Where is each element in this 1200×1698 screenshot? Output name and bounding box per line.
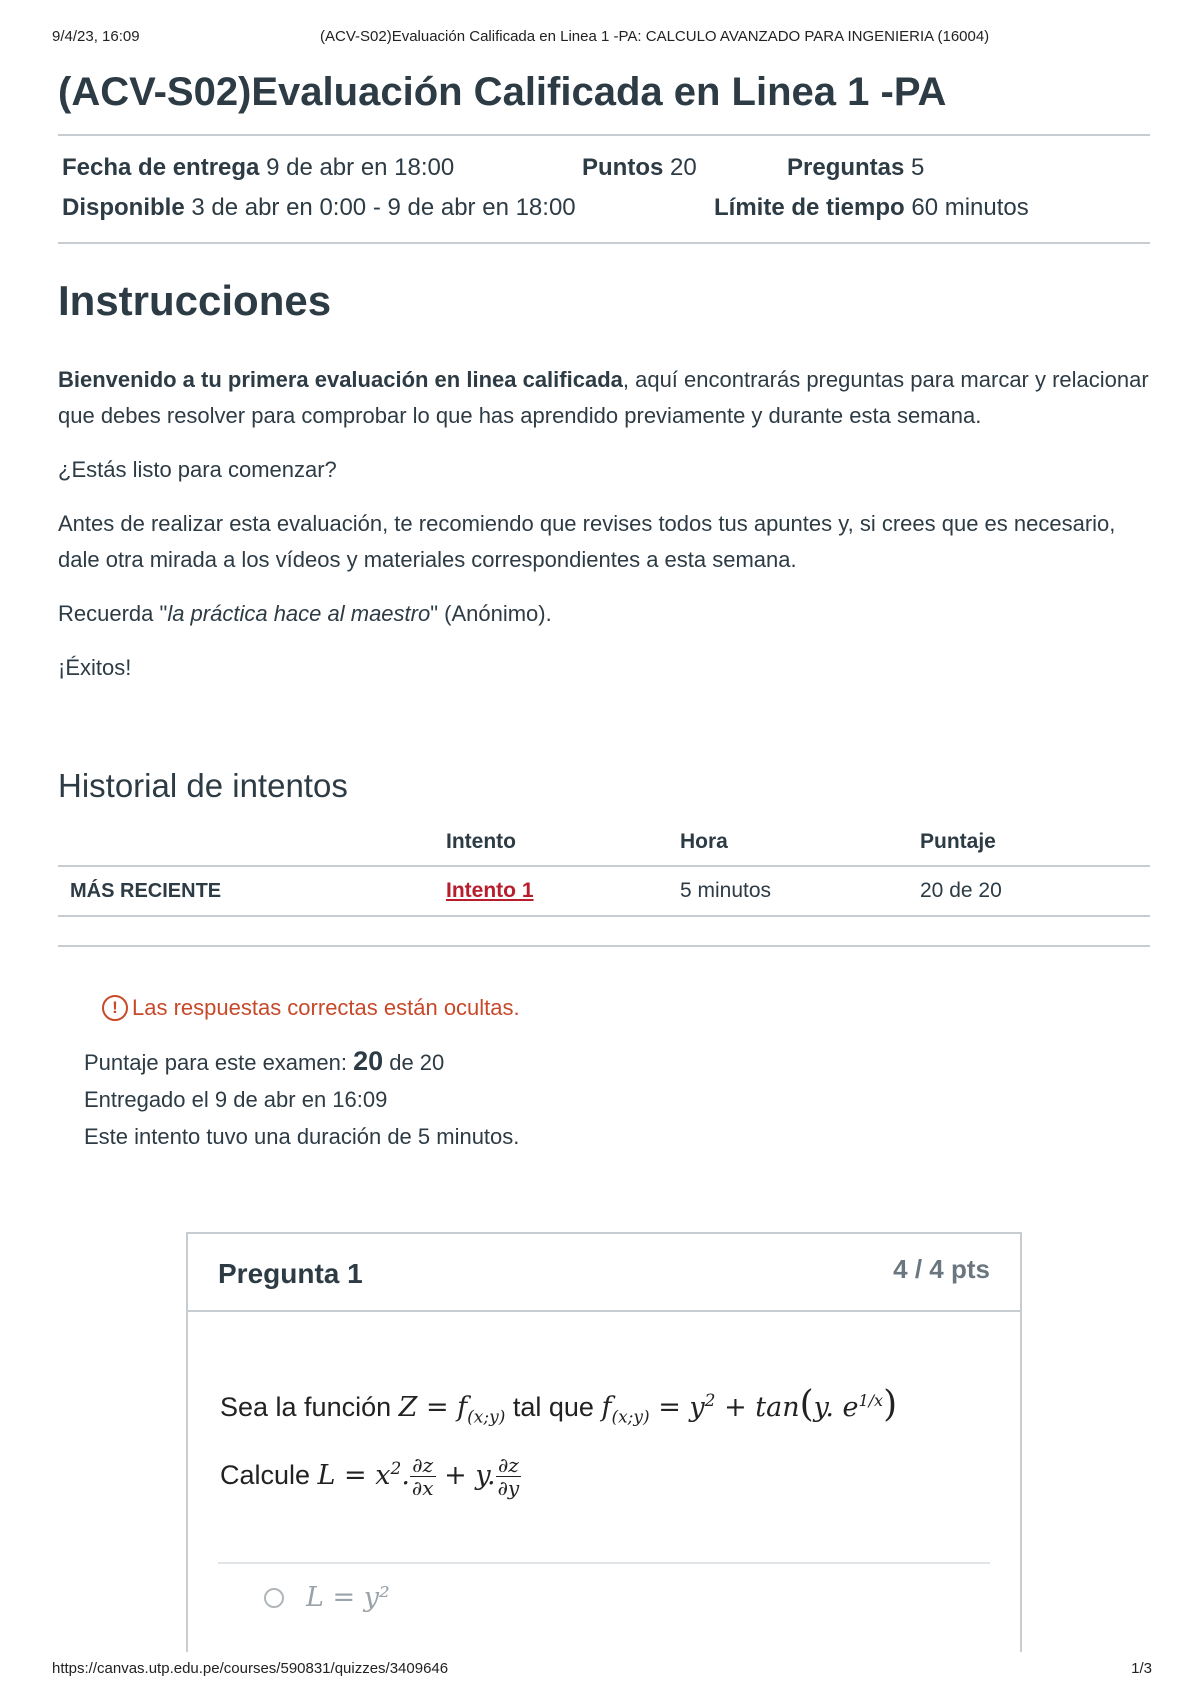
question-card [186,1232,1022,1652]
available-window: Disponible 3 de abr en 0:00 - 9 de abr en 18:00 [62,194,576,221]
submitted-date: Entregado el 9 de abr en 16:09 [84,1087,388,1112]
column-header: Intento [444,818,678,866]
points: Puntos 20 [582,154,697,181]
instructions-body [58,362,1150,686]
divider [58,945,1150,947]
column-header: Puntaje [918,818,1150,866]
history-heading: Historial de intentos [58,767,348,804]
instructions-paragraph: Recuerda "la práctica hace al maestro" (Anónimo). [58,601,552,626]
answer-option[interactable] [264,1582,390,1613]
print-datetime: 9/4/23, 16:09 [52,28,140,45]
question-points: 4 / 4 pts [893,1254,990,1284]
attempt-duration: Este intento tuvo una duración de 5 minutos. [84,1124,520,1149]
instructions-paragraph: Antes de realizar esta evaluación, te recomiendo que revises todos tus apuntes y, si crees que es necesario, dale otra mirada a los vídeos y materiales correspondientes a esta semana. [58,511,1116,572]
math-expression: $Z = f_{(x;y)}$ [398,1392,506,1428]
column-header: Hora [678,818,918,866]
attempt-label: MÁS RECIENTE [58,866,444,916]
print-url: https://canvas.utp.edu.pe/courses/590831/quizzes/3409646 [52,1660,449,1677]
math-expression: $L = x^2$. $\frac{\partial z}{\partial x}$ + y. $\frac{\partial z}{\partial y}$ [317,1453,520,1500]
question-header [188,1234,1020,1312]
exam-score: Puntaje para este examen: 20 de 20 [84,1046,445,1076]
attempt-summary [84,1043,1150,1155]
quiz-content [58,62,1150,1155]
question-statement: Sea la función $Z = f_{(x;y)}$ tal que $f_{(x;y)} = y^2 + \tan(y$. $e^{1/x}$) [220,1384,898,1428]
page-title: (ACV-S02)Evaluación Calificada en Linea 1 -PA [58,70,947,114]
quiz-details [58,136,1150,242]
instructions-heading: Instrucciones [58,277,332,324]
attempt-score: 20 de 20 [918,866,1150,916]
due-date: Fecha de entrega 9 de abr en 18:00 [62,154,455,181]
answers-hidden-alert: ! Las respuestas correctas están ocultas. [102,995,1150,1021]
answer-option-text: L = y² [306,1582,390,1613]
table-header-row [58,818,1150,866]
question-prompt: Calcule $L = x^2$. $\frac{\partial z}{\partial x}$ + y. $\frac{\partial z}{\partial y}$ [220,1453,520,1500]
divider [58,242,1150,244]
attempt-link[interactable]: Intento 1 [446,879,534,902]
questions-count: Preguntas 5 [787,154,925,181]
instructions-paragraph: ¿Estás listo para comenzar? [58,457,337,482]
question-body [188,1312,1020,1650]
math-expression: $f_{(x;y)} = y^2 + \tan(y$. $e^{1/x}$) [601,1384,898,1428]
column-header [58,818,444,866]
print-page-number: 1/3 [1131,1660,1152,1677]
print-doc-title: (ACV-S02)Evaluación Calificada en Linea 1 -PA: CALCULO AVANZADO PARA INGENIERIA (16004) [320,28,990,45]
attempts-table [58,818,1150,917]
instructions-paragraph: Bienvenido a tu primera evaluación en linea calificada, aquí encontrarás preguntas para marcar y relacionar que debes resolver para comprobar lo que has aprendido previamente y durante esta semana. [58,367,1149,428]
warning-circle-icon: ! [102,995,128,1021]
instructions-paragraph: ¡Éxitos! [58,655,132,680]
table-row [58,866,1150,916]
radio-button[interactable] [264,1588,284,1608]
divider [218,1562,990,1564]
attempt-time: 5 minutos [678,866,918,916]
question-title: Pregunta 1 [218,1258,363,1289]
time-limit: Límite de tiempo 60 minutos [714,194,1029,221]
